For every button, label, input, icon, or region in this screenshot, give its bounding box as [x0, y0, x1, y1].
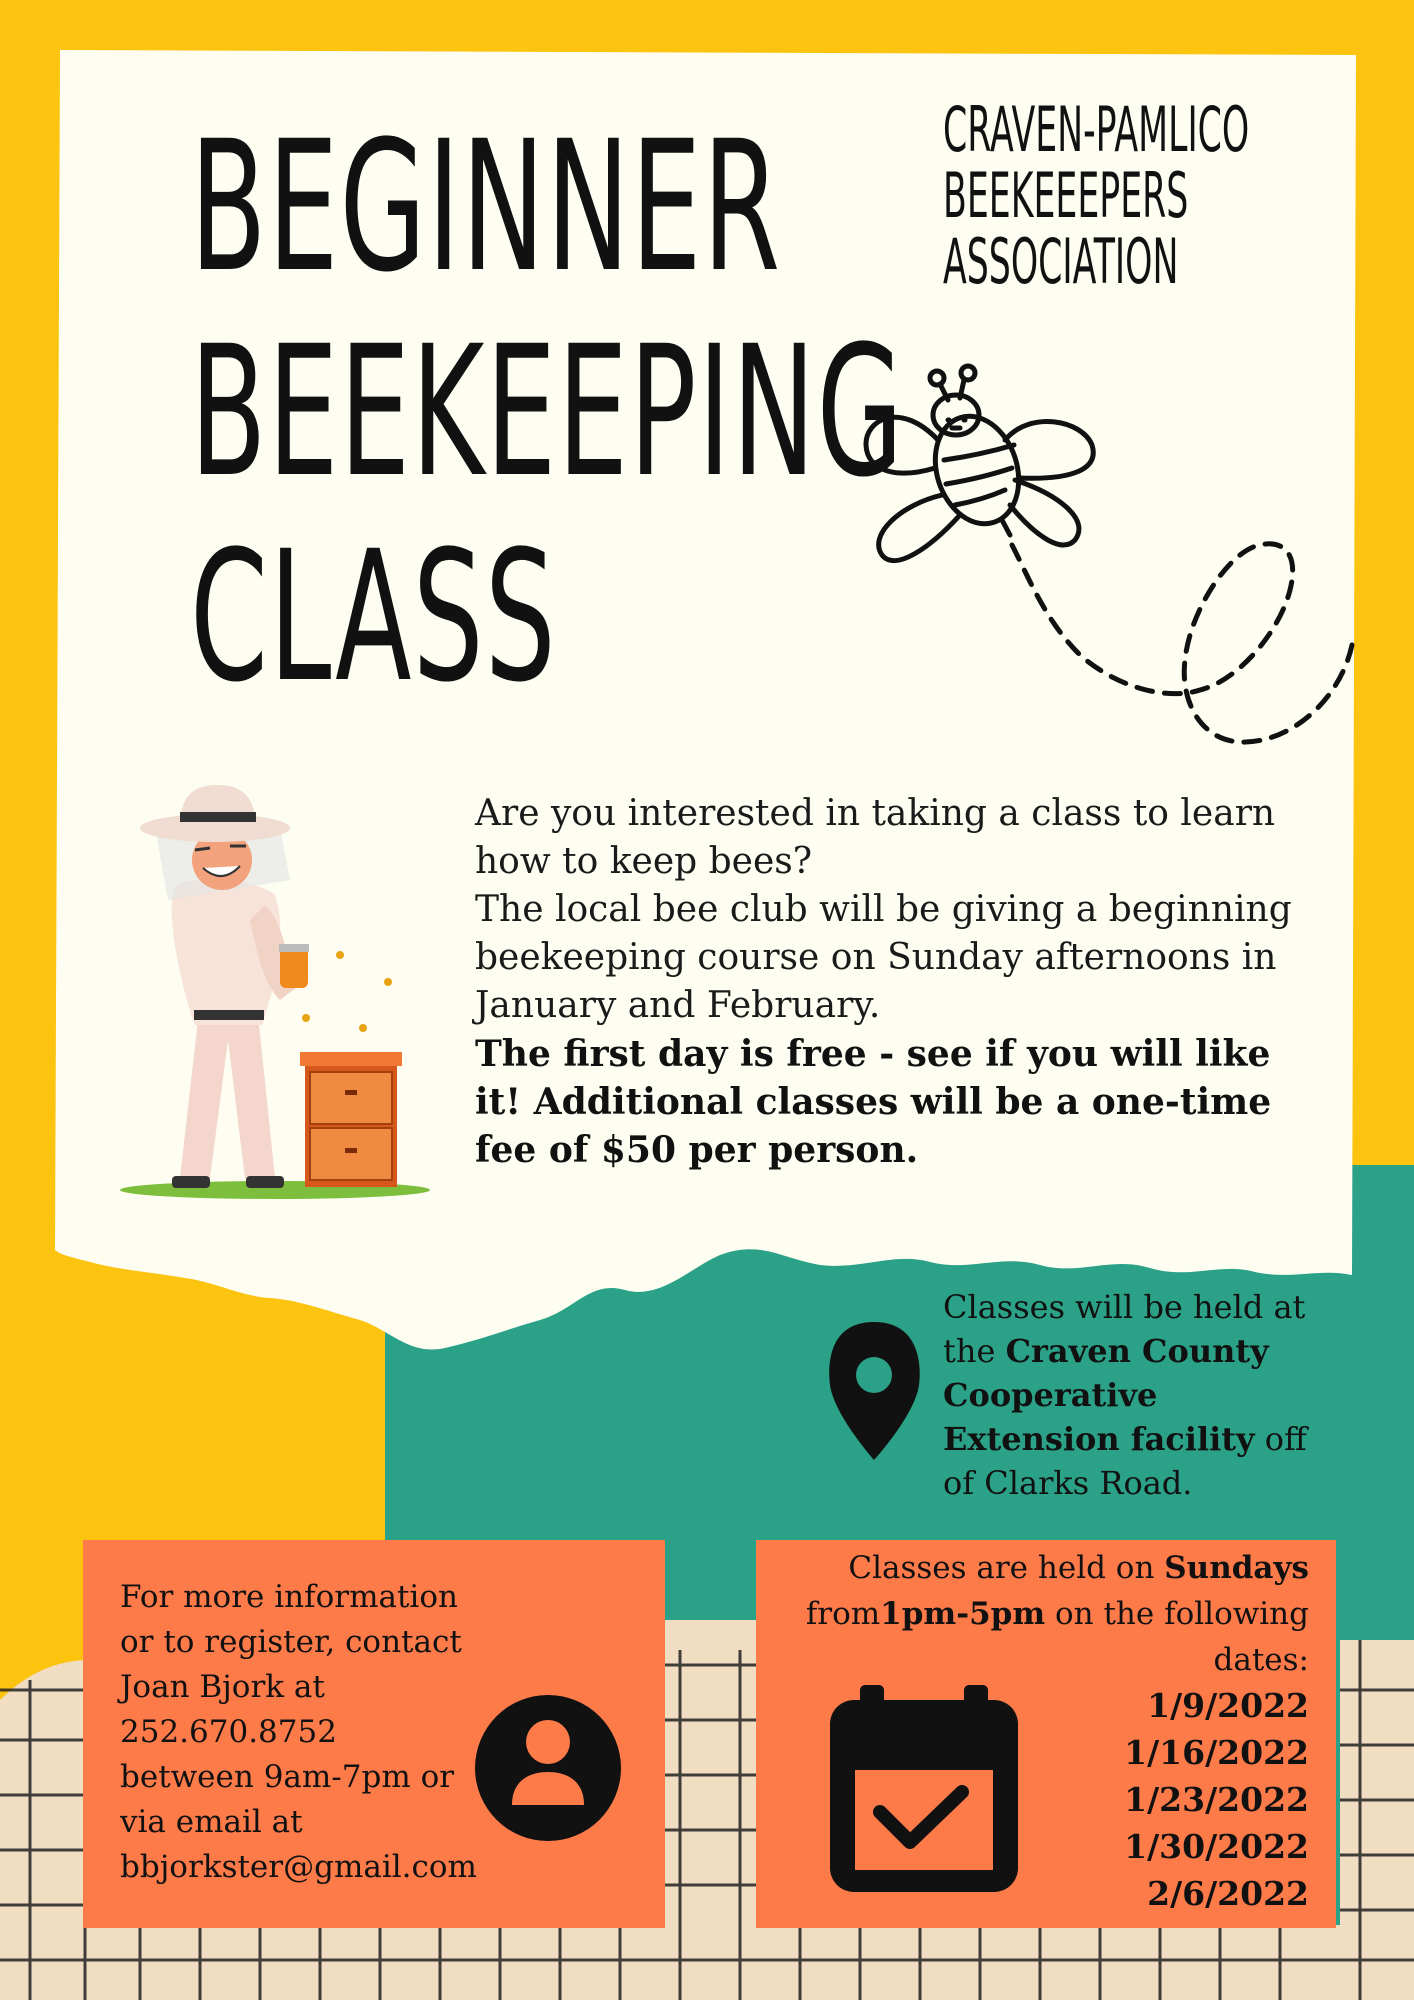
schedule-time: 1pm-5pm: [880, 1596, 1046, 1632]
title-line-3: CLASS: [190, 513, 557, 722]
location-suffix: off of Clarks Road.: [943, 1420, 1307, 1502]
intro-text: [475, 790, 1325, 1174]
intro-description: The local bee club will be giving a beginning beekeeping course on Sunday afternoons in January and February.: [475, 889, 1292, 1026]
schedule-intro-suffix: on the following dates:: [1045, 1596, 1309, 1678]
calendar-check-icon: [830, 1685, 1018, 1892]
location-text: [943, 1285, 1323, 1505]
org-line-2: BEEKEEEPERS: [943, 159, 1189, 232]
schedule-date: 1/9/2022: [1147, 1686, 1309, 1725]
schedule-from: from: [805, 1596, 881, 1632]
title-line-2: BEEKEEPING: [190, 308, 905, 517]
schedule-day: Sundays: [1164, 1550, 1309, 1586]
schedule-date: 1/30/2022: [1124, 1827, 1309, 1866]
user-icon: [475, 1695, 621, 1841]
location-facility: Craven County Cooperative Extension facility: [943, 1332, 1269, 1458]
schedule-dates: [1124, 1682, 1309, 1917]
schedule-intro: [789, 1545, 1309, 1683]
intro-question: Are you interested in taking a class to learn how to keep bees?: [475, 793, 1276, 882]
schedule-intro-prefix: Classes are held on: [848, 1550, 1165, 1586]
contact-text: For more information or to register, contact Joan Bjork at 252.670.8752 between 9am-7pm or via email at bbjorkster@gmail.com: [120, 1579, 477, 1885]
org-line-3: ASSOCIATION: [943, 225, 1179, 298]
title-line-1: BEGINNER: [190, 103, 782, 312]
location-prefix: Classes will be held at the: [943, 1288, 1306, 1370]
schedule-date: 1/16/2022: [1124, 1733, 1309, 1772]
schedule-date: 1/23/2022: [1124, 1780, 1309, 1819]
intro-offer: The first day is free - see if you will like it! Additional classes will be a one-time fee of $50 per person.: [475, 1033, 1272, 1171]
schedule-date: 2/6/2022: [1147, 1874, 1309, 1913]
org-line-1: CRAVEN-PAMLICO: [943, 93, 1250, 166]
